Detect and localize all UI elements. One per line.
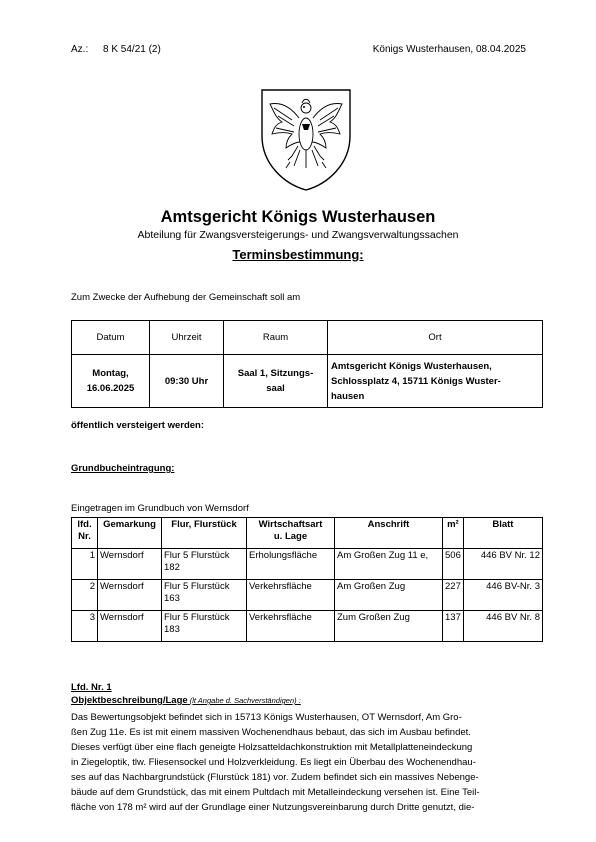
header-flur: Flur, Flurstück [162,518,247,549]
text-line: in Ziegeloptik, tlw. Fliesensockel und Holzverkleidung. Es liegt ein Überbau des Wochenendhau- [71,757,476,768]
row-gemarkung: Wernsdorf [98,580,162,611]
row-wirtschaftsart: Verkehrsfläche [247,611,335,642]
row-qm: 506 [443,549,464,580]
termin-value-row [72,355,543,408]
header-ort: Ort [328,321,543,355]
header-gemarkung: Gemarkung [98,518,162,549]
row-nr: 2 [72,580,98,611]
document-title: Terminsbestimmung: [232,247,364,262]
row-blatt: 446 BV Nr. 8 [463,611,542,642]
row-flur: Flur 5 Flurstück 183 [162,611,247,642]
text-line: Das Bewertungsobjekt befindet sich in 15713 Königs Wusterhausen, OT Wernsdorf, Am Gro- [71,712,462,723]
coat-of-arms-icon [258,84,354,192]
row-nr: 3 [72,611,98,642]
row-wirtschaftsart: Erholungsfläche [247,549,335,580]
sachverstaendigen-note: (lt Angabe d. Sachverständigen) : [187,696,301,705]
grundbuch-intro: Eingetragen im Grundbuch von Wernsdorf [71,503,249,514]
header-qm: m² [443,518,464,549]
row-anschrift: Am Großen Zug [335,580,443,611]
termin-ort: Amtsgericht Königs Wusterhausen, Schlossplatz 4, 15711 Königs Wuster- hausen [328,355,543,408]
grundbuch-header-row [72,518,543,549]
court-department: Abteilung für Zwangsversteigerungs- und Zwangsverwaltungssachen [137,229,459,241]
row-qm: 227 [443,580,464,611]
row-flur: Flur 5 Flurstück 182 [162,549,247,580]
header-anschrift: Anschrift [335,518,443,549]
text-line: fläche von 178 m² wird auf der Grundlage einer Nutzungsvereinbarung durch Dritte genutzt, die- [71,802,475,813]
row-gemarkung: Wernsdorf [98,549,162,580]
termin-uhrzeit: 09:30 Uhr [150,355,224,408]
objektbeschreibung-heading: Objektbeschreibung/Lage (lt Angabe d. Sachverständigen) : [71,695,301,706]
termin-table [71,320,543,408]
lfd-nr-heading: Lfd. Nr. 1 [71,682,112,693]
row-flur: Flur 5 Flurstück 163 [162,580,247,611]
row-anschrift: Am Großen Zug 11 e, [335,549,443,580]
text-line: bäude auf dem Grundstück, das mit einem Pultdach mit Metalleindeckung versehen ist. Eine Teil- [71,787,480,798]
text-line: ses auf das Nachbargrundstück (Flurstück 181) vor. Zudem befindet sich ein massives Nebenge- [71,772,479,783]
header-blatt: Blatt [463,518,542,549]
table-row [72,549,543,580]
versteigert-text: öffentlich versteigert werden: [71,420,205,431]
row-blatt: 446 BV Nr. 12 [463,549,542,580]
row-qm: 137 [443,611,464,642]
table-row [72,611,543,642]
row-blatt: 446 BV-Nr. 3 [463,580,542,611]
row-nr: 1 [72,549,98,580]
text-line: ßen Zug 11e. Es ist mit einem massiven Wochenendhaus bebaut, das sich im Ausbau befindet. [71,727,471,738]
court-name: Amtsgericht Königs Wusterhausen [160,208,436,226]
termin-raum: Saal 1, Sitzungs- saal [224,355,328,408]
header-wirtschaftsart: Wirtschaftsart u. Lage [247,518,335,549]
place-date: Königs Wusterhausen, 08.04.2025 [372,44,526,55]
objektbeschreibung-text [71,710,546,815]
header-datum: Datum [72,321,150,355]
header-raum: Raum [224,321,328,355]
header-lfd-nr: lfd. Nr. [72,518,98,549]
intro-text: Zum Zwecke der Aufhebung der Gemeinschaft soll am [71,292,301,303]
grundbuch-table [71,517,543,642]
row-wirtschaftsart: Verkehrsfläche [247,580,335,611]
row-gemarkung: Wernsdorf [98,611,162,642]
aktenzeichen-value: 8 K 54/21 (2) [103,44,161,55]
termin-header-row [72,321,543,355]
termin-datum: Montag, 16.06.2025 [72,355,150,408]
text-line: Dieses verfügt über eine flach geneigte Holzsatteldachkonstruktion mit Metallplatteneindeckung [71,742,473,753]
grundbuch-heading: Grundbucheintragung: [71,463,175,474]
aktenzeichen-label: Az.: [71,44,89,55]
row-anschrift: Zum Großen Zug [335,611,443,642]
header-uhrzeit: Uhrzeit [150,321,224,355]
table-row [72,580,543,611]
